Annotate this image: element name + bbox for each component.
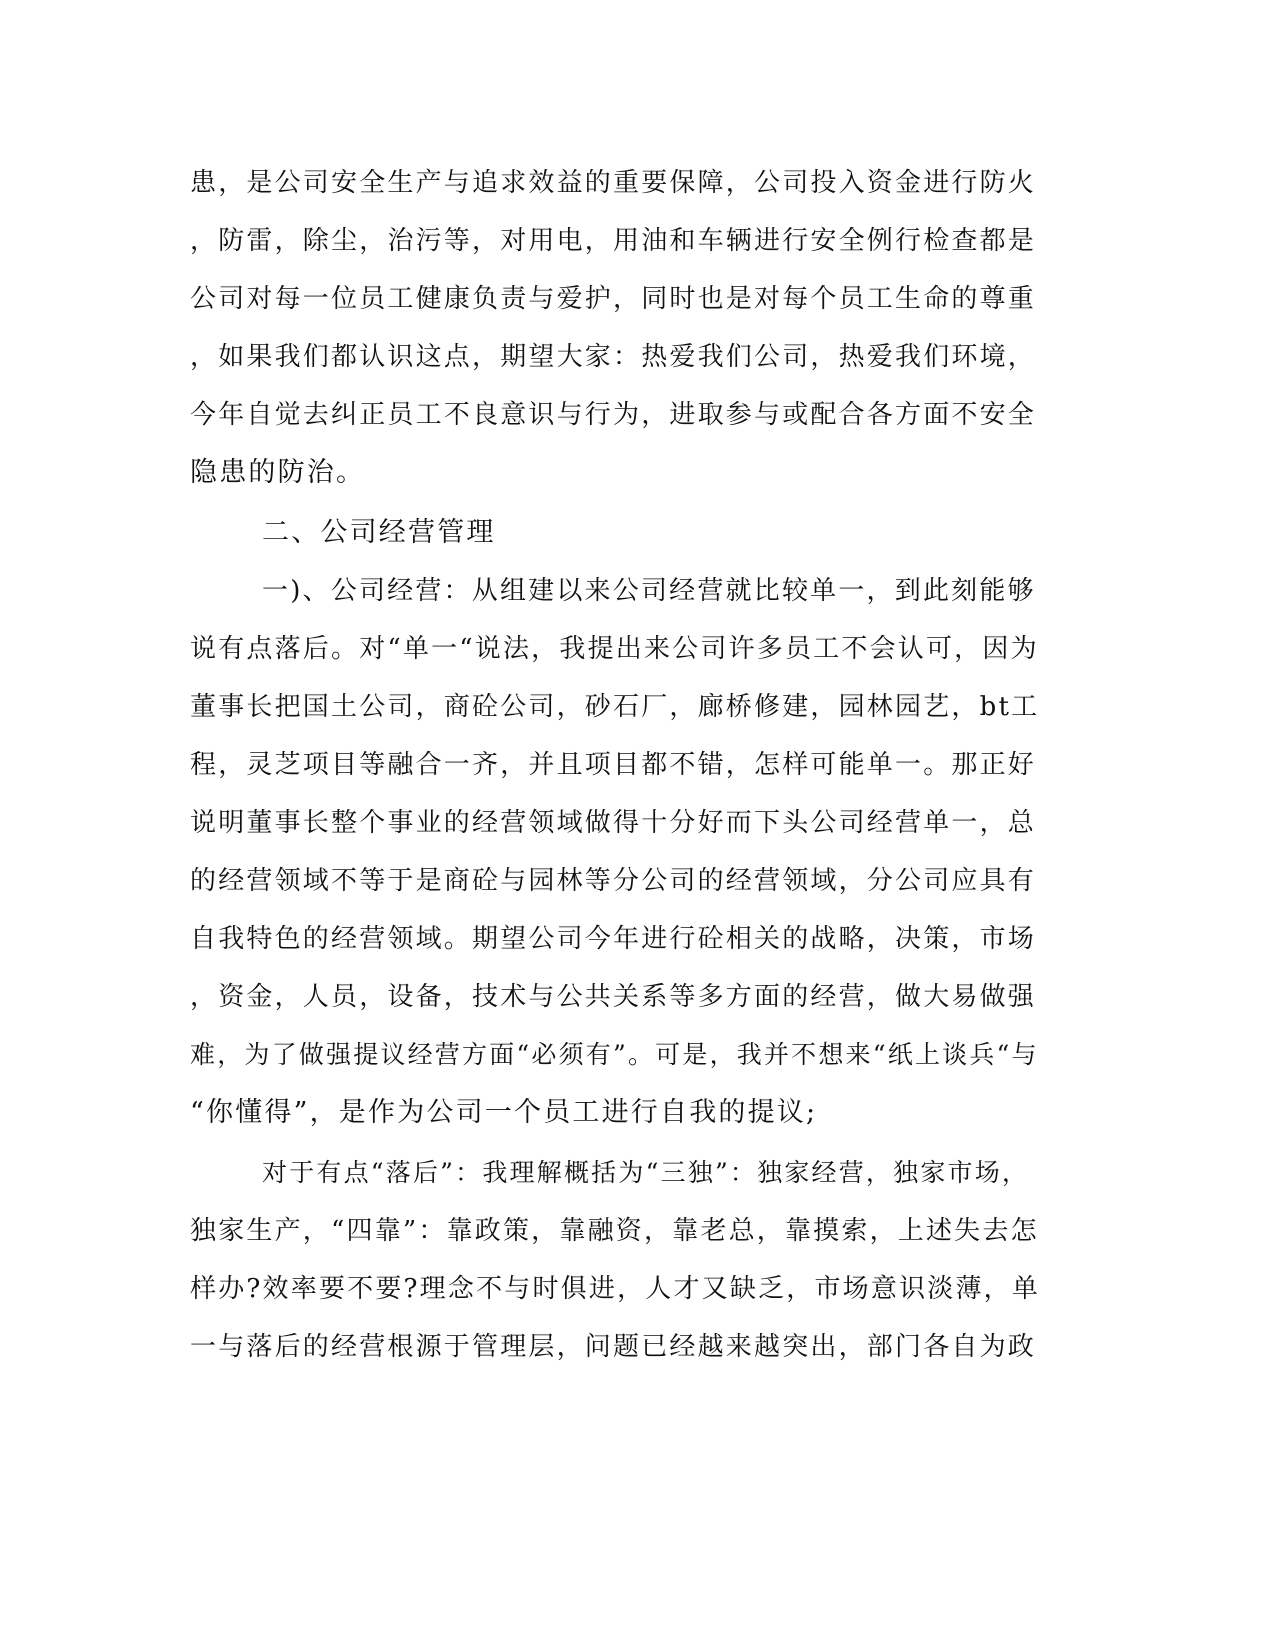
text-line: 独家生产，“四靠”：靠政策，靠融资，靠老总，靠摸索，上述失去怎	[190, 1216, 1039, 1246]
text-line: ，防雷，除尘，治污等，对用电，用油和车辆进行安全例行检查都是	[190, 226, 1037, 256]
text-line: 说明董事长整个事业的经营领域做得十分好而下头公司经营单一，总	[190, 808, 1037, 838]
text-line: 程，灵芝项目等融合一齐，并且项目都不错，怎样可能单一。那正好	[190, 750, 1037, 780]
text-line: ，资金，人员，设备，技术与公共关系等多方面的经营，做大易做强	[190, 982, 1037, 1012]
text-line: 隐患的防治。	[190, 457, 366, 488]
text-line: 一与落后的经营根源于管理层，问题已经越来越突出，部门各自为政	[190, 1332, 1037, 1362]
text-line: 说有点落后。对“单一“说法，我提出来公司许多员工不会认可，因为	[190, 634, 1039, 664]
text-line: 公司对每一位员工健康负责与爱护，同时也是对每个员工生命的尊重	[190, 284, 1037, 314]
text-line: 的经营领域不等于是商砼与园林等分公司的经营领域，分公司应具有	[190, 866, 1037, 896]
text-line: 今年自觉去纠正员工不良意识与行为，进取参与或配合各方面不安全	[190, 400, 1037, 430]
text-line: “你懂得”，是作为公司一个员工进行自我的提议;	[190, 1097, 818, 1128]
text-line: 难，为了做强提议经营方面“必须有”。可是，我并不想来“纸上谈兵“与	[190, 1040, 1039, 1069]
text-line: 患，是公司安全生产与追求效益的重要保障，公司投入资金进行防火	[190, 168, 1037, 198]
text-line: 自我特色的经营领域。期望公司今年进行砼相关的战略，决策，市场	[190, 924, 1037, 954]
text-line: ，如果我们都认识这点，期望大家：热爱我们公司，热爱我们环境，	[190, 342, 1037, 372]
text-line: 一)、公司经营：从组建以来公司经营就比较单一，到此刻能够	[262, 576, 1036, 606]
text-line: 对于有点“落后”：我理解概括为“三独”：独家经营，独家市场，	[262, 1158, 1030, 1187]
text-line: 董事长把国土公司，商砼公司，砂石厂，廊桥修建，园林园艺，bt工	[190, 692, 1040, 722]
text-line: 样办?效率要不要?理念不与时俱进，人才又缺乏，市场意识淡薄，单	[190, 1274, 1041, 1304]
section-heading: 二、公司经营管理	[262, 517, 496, 548]
